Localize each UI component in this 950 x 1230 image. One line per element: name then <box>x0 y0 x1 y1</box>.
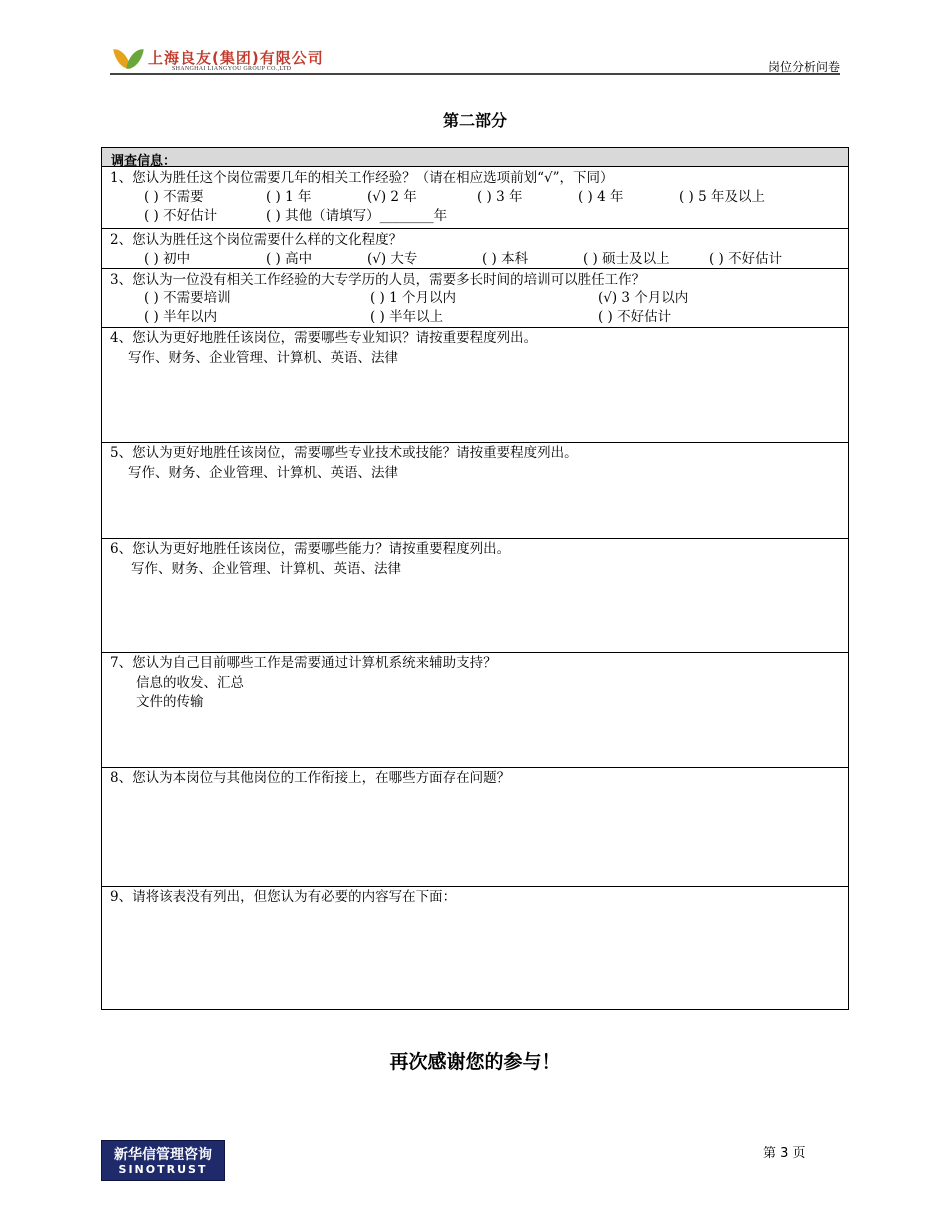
sinotrust-logo <box>101 1140 225 1181</box>
survey-form <box>101 147 849 1010</box>
question-5-text: 5、您认为更好地胜任该岗位，需要哪些专业技术或技能？请按重要程度列出。 <box>110 445 578 461</box>
question-9-text: 9、请将该表没有列出，但您认为有必要的内容写在下面： <box>110 889 457 905</box>
question-4 <box>102 327 848 442</box>
question-7-text: 7、您认为自己目前哪些工作是需要通过计算机系统来辅助支持？ <box>110 655 497 671</box>
option-checkbox[interactable]: ( ) 高中 <box>266 251 313 267</box>
info-header <box>102 148 848 167</box>
answer-text[interactable]: 写作、财务、企业管理、计算机、英语、法律 <box>131 561 401 577</box>
option-checkbox[interactable]: ( ) 5 年及以上 <box>679 189 765 205</box>
question-1-text: 1、您认为胜任这个岗位需要几年的相关工作经验？（请在相应选项前划“√”，下同） <box>110 170 614 186</box>
section-title: 第二部分 <box>442 111 507 130</box>
option-checkbox[interactable]: ( ) 1 年 <box>266 189 312 205</box>
question-3 <box>102 268 848 327</box>
question-7 <box>102 652 848 767</box>
question-1 <box>102 166 848 228</box>
question-8 <box>102 767 848 886</box>
option-checkbox[interactable]: ( ) 不好估计 <box>709 251 783 267</box>
answer-text[interactable]: 写作、财务、企业管理、计算机、英语、法律 <box>128 465 398 481</box>
leaf-logo-icon-right <box>126 47 144 71</box>
question-2-text: 2、您认为胜任这个岗位需要什么样的文化程度？ <box>110 232 403 248</box>
option-checkbox[interactable]: ( ) 不好估计 <box>144 208 218 224</box>
question-9 <box>102 886 848 1009</box>
question-2 <box>102 228 848 268</box>
option-checkbox-other[interactable]: ( ) 其他（请填写）________年 <box>266 208 448 224</box>
answer-text[interactable]: 写作、财务、企业管理、计算机、英语、法律 <box>128 350 398 366</box>
question-3-text: 3、您认为一位没有相关工作经验的大专学历的人员，需要多长时间的培训可以胜任工作？ <box>110 272 646 288</box>
document-title: 岗位分析问卷 <box>767 60 840 74</box>
option-checkbox[interactable]: ( ) 3 年 <box>477 189 523 205</box>
page-number: 第 3 页 <box>763 1146 806 1161</box>
option-checkbox[interactable]: ( ) 初中 <box>144 251 191 267</box>
question-8-text: 8、您认为本岗位与其他岗位的工作衔接上，在哪些方面存在问题？ <box>110 770 511 786</box>
option-checkbox[interactable]: ( ) 不需要 <box>144 189 204 205</box>
option-checkbox[interactable]: ( ) 硕士及以上 <box>583 251 670 267</box>
header-divider <box>110 73 840 75</box>
option-checkbox[interactable]: (√) 大专 <box>367 251 418 267</box>
info-header-label: 调查信息： <box>111 154 177 169</box>
option-checkbox[interactable]: ( ) 1 个月以内 <box>370 290 456 306</box>
question-4-text: 4、您认为更好地胜任该岗位，需要哪些专业知识？请按重要程度列出。 <box>110 330 538 346</box>
option-checkbox[interactable]: ( ) 4 年 <box>578 189 624 205</box>
question-6 <box>102 538 848 652</box>
answer-text[interactable]: 文件的传输 <box>136 694 204 710</box>
sinotrust-logo-cn: 新华信管理咨询 <box>114 1147 212 1163</box>
option-checkbox[interactable]: ( ) 不好估计 <box>598 309 672 325</box>
closing-message: 再次感谢您的参与！ <box>389 1051 561 1073</box>
answer-text[interactable]: 信息的收发、汇总 <box>136 675 244 691</box>
option-checkbox[interactable]: ( ) 半年以上 <box>370 309 444 325</box>
option-checkbox[interactable]: ( ) 不需要培训 <box>144 290 231 306</box>
option-checkbox[interactable]: ( ) 本科 <box>482 251 529 267</box>
option-checkbox[interactable]: (√) 2 年 <box>367 189 417 205</box>
question-6-text: 6、您认为更好地胜任该岗位，需要哪些能力？请按重要程度列出。 <box>110 541 511 557</box>
company-name-en: SHANGHAI LIANGYOU GROUP CO.,LTD <box>172 66 292 72</box>
sinotrust-logo-en: SINOTRUST <box>118 1163 208 1176</box>
option-checkbox[interactable]: (√) 3 个月以内 <box>598 290 689 306</box>
option-checkbox[interactable]: ( ) 半年以内 <box>144 309 218 325</box>
company-name-cn: 上海良友(集团)有限公司 <box>148 49 324 67</box>
question-5 <box>102 442 848 538</box>
